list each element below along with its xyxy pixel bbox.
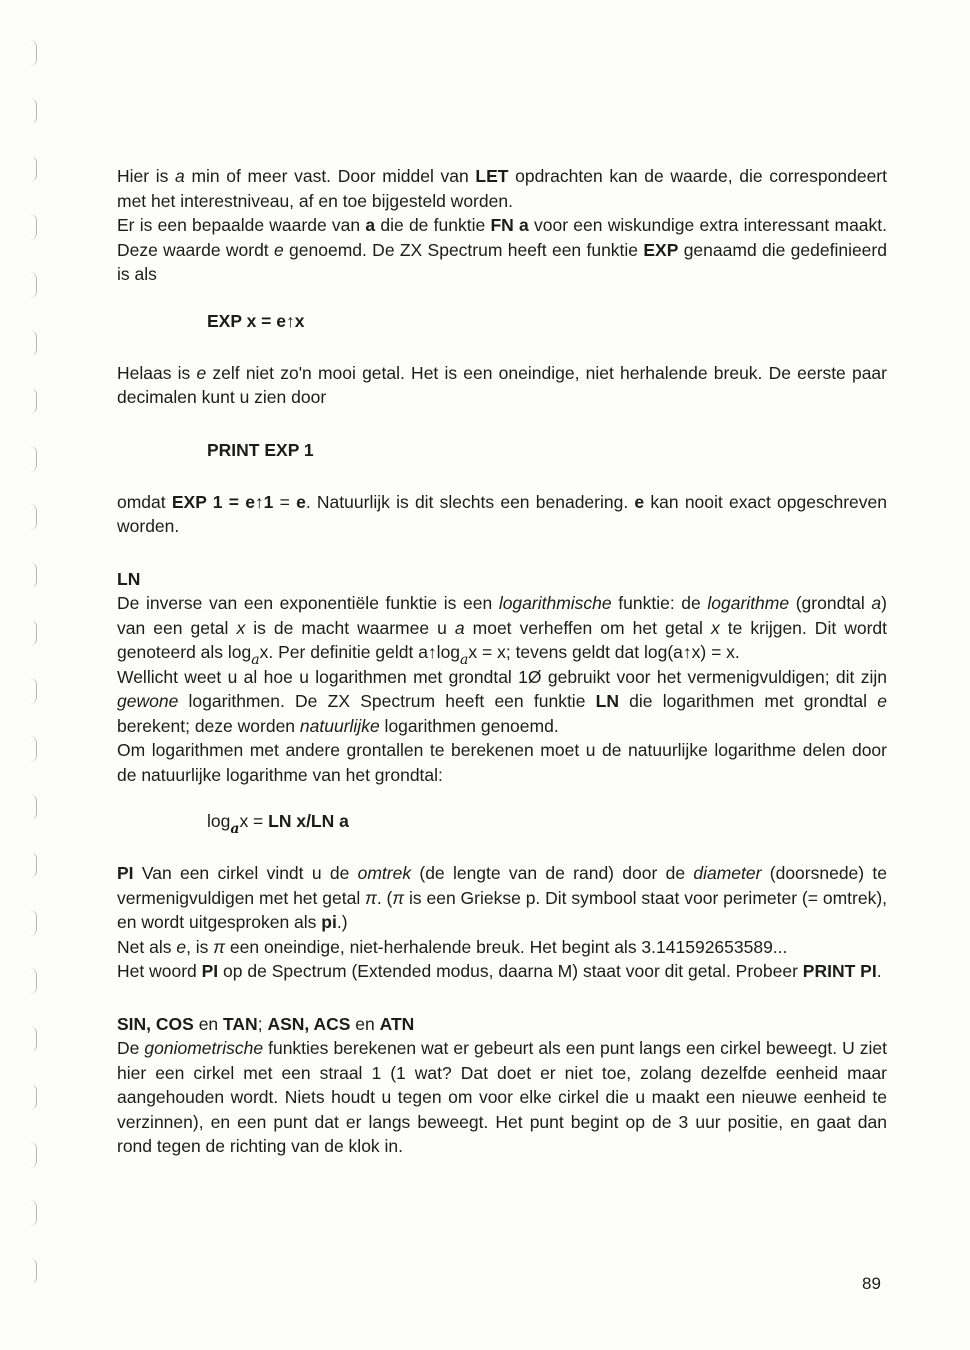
heading-trig: SIN, COS en TAN; ASN, ACS en ATN <box>117 1013 415 1034</box>
heading-ln: LN <box>117 568 141 589</box>
code-log-formula: $\log_ax$ = LN x/LN a <box>207 811 349 837</box>
code-exp-definition: EXP x = e↑x <box>207 310 305 331</box>
paragraph-e-approx: omdat EXP 1 = e↑1 = e. Natuurlijk is dit slechts een benadering. e kan nooit exact opgeschreven worden. <box>117 491 887 536</box>
paragraph-log-base: Om logarithmen met andere grontallen te berekenen moet u de natuurlijke logarithme delen door de natuurlijke logarithme van het grondtal: <box>117 740 887 785</box>
paragraph-pi: PI Van een cirkel vindt u de omtrek (de lengte van de rand) door de diameter (doorsnede) te vermenigvuldigen met het getal π. (π is een Griekse p. Dit symbool staat voor perimeter (= omtrek), en wordt uitgesproken als pi.) <box>117 863 888 932</box>
binding-holes <box>30 40 44 1320</box>
page-body <box>117 164 887 1159</box>
paragraph-log-ln: Wellicht weet u al hoe u logarithmen met grondtal 1Ø gebruikt voor het vermenigvuldigen; dit zijn gewone logarithmen. De ZX Spectrum heeft een funktie LN die logarithmen met grondtal e berekent; deze worden natuurlijke logarithmen genoemd. <box>117 666 887 736</box>
paragraph-e-irrational: Helaas is e zelf niet zo'n mooi getal. Het is een oneindige, niet herhalende breuk. De eerste paar decimalen kunt u zien door <box>117 362 887 407</box>
paragraph-pi-key: Het woord PI op de Spectrum (Extended modus, daarna M) staat voor dit getal. Probeer PRINT PI. <box>117 961 882 981</box>
paragraph-exp-intro: Er is een bepaalde waarde van a die de funktie FN a voor een wiskundige extra interessant maakt. Deze waarde wordt e genoemd. De ZX Spectrum heeft een funktie EXP genaamd die gedefinieerd is als <box>117 215 888 284</box>
paragraph-pi-value: Net als e, is π een oneindige, niet-herhalende breuk. Het begint als 3.141592653589... <box>117 936 788 957</box>
code-print-exp: PRINT EXP 1 <box>207 439 314 460</box>
paragraph-trig-circle: De goniometrische funkties berekenen wat er gebeurt als een punt langs een cirkel beweegt. U ziet hier een cirkel met een straal 1 (1 wat? Dat doet er niet toe, zolang dezelfde eenheid maar aangehouden wordt. Niets houdt u tegen om voor elke cirkel die u maakt een nieuwe eenheid te verzinnen), en een punt dat er langs beweegt. Het punt begint op de 3 uur positie, en gaat dan rond tegen de richting van de klok in. <box>117 1038 887 1156</box>
paragraph-interest: Hier is a min of meer vast. Door middel van LET opdrachten kan de waarde, die correspondeert met het interestniveau, af en toe bijgesteld worden. <box>117 166 887 211</box>
page-number: 89 <box>862 1274 881 1293</box>
paragraph-log-definition: De inverse van een exponentiële funktie is een logarithmische funktie: de logarithme (grondtal a) van een getal x is de macht waarmee u a moet verheffen om het getal x te krijgen. Dit wordt genoteerd als $\log_ax$. Per definitie geldt $a↑\log_ax = x$; tevens geldt dat log(a↑x) = x. <box>117 593 888 668</box>
